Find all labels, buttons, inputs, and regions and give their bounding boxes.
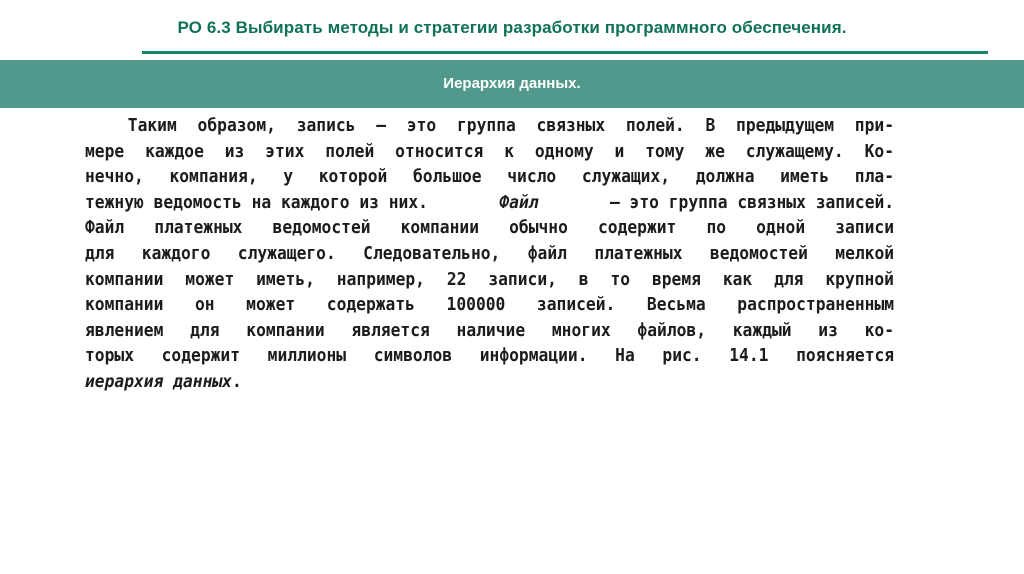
text-line [85,319,894,345]
text-line [85,344,894,370]
word: поясняется [796,346,895,367]
word: платежных [154,218,243,239]
word: полей [325,141,375,162]
word: наличие [456,320,526,341]
text-line-with-emphasis [85,191,894,217]
word: для [190,320,220,341]
word: связных [536,116,606,136]
word: компании [246,320,325,341]
word: пла- [854,167,895,188]
word: На [615,346,635,367]
word: запись [296,116,356,136]
text-line [85,165,894,191]
word: содержать [326,295,415,316]
word: которой [318,167,388,188]
word: должна [695,167,755,188]
text-line [85,216,894,242]
word: образом, [197,116,276,136]
word: большое [412,167,482,188]
word: одной [756,218,806,239]
text-line [85,140,894,166]
word: компании [85,295,164,316]
body-text [85,114,894,396]
word: платежных [594,243,683,264]
word: группа [457,116,516,136]
word: мере [85,141,125,162]
slide-title: РО 6.3 Выбирать методы и стратегии разработки программного обеспечения. [177,18,847,37]
word: компании [400,218,480,239]
word: относится [395,141,484,162]
word: 14.1 [729,346,769,367]
word: 22 [446,269,467,290]
word: служащему. [745,141,844,162]
word: в [578,269,589,290]
word: тому [645,141,685,162]
word: Таким [127,116,177,136]
word: иметь, [256,269,315,290]
text-line [85,114,894,140]
word: записи, [488,269,557,290]
word: одному [534,141,594,162]
text-line-part: . [231,371,242,392]
word: символов [373,346,453,367]
word: крупной [825,269,894,290]
word: каждого [141,243,211,264]
word: он [194,295,215,316]
word: полей. [625,116,685,136]
word: служащих, [581,167,671,188]
word: может [246,295,296,316]
word: из [224,141,245,162]
word: мелкой [835,243,895,264]
word: у [283,167,294,188]
word: ведомостей [272,218,371,239]
text-line [85,293,894,319]
word: по [706,218,727,239]
text-line [85,268,894,294]
word: Следовательно, [363,243,501,264]
word: время [651,269,701,290]
word: как [722,269,753,290]
word: же [705,141,725,162]
word: служащего. [237,243,336,264]
word: содержит [161,346,241,367]
word: например, [336,269,425,290]
word: это [406,116,437,136]
word: файлов, [637,320,707,341]
word: предыдущем [736,116,835,136]
word: является [351,320,430,341]
word: компания, [169,167,258,188]
word: при- [854,116,895,136]
word: для [774,269,804,290]
word: миллионы [267,346,347,367]
word: Ко- [864,141,894,162]
word: для [85,243,115,264]
section-heading: Иерархия данных. [443,75,581,92]
word: компании [85,269,164,290]
text-line-final [85,370,894,396]
word: содержит [597,218,677,239]
word: ко- [864,320,895,341]
word: многих [551,320,611,341]
word: нечно, [85,167,144,188]
word: записей. [536,295,616,316]
text-line-part: — это группа связных записей. [609,192,895,213]
word: обычно [509,218,568,239]
word: иметь [780,167,830,188]
word: распространенным [737,295,895,316]
word: рис. [662,346,702,367]
word: Файл [85,218,125,239]
section-heading-band [0,60,1024,108]
word: то [610,269,631,290]
word: число [507,167,557,188]
word: — [376,116,387,136]
word: В [705,116,716,136]
emphasized-term: иерархия данных [85,371,232,392]
word: Весьма [646,295,706,316]
text-line [85,242,894,268]
word: к [504,141,515,162]
word: и [614,141,625,162]
word: каждое [145,141,204,162]
title-underline [142,51,988,54]
word: может [185,269,235,290]
word: информации. [479,346,588,367]
emphasized-term: Файл [499,192,539,213]
word: этих [265,141,305,162]
word: явлением [85,320,164,341]
word: каждый [732,320,792,341]
word: торых [85,346,134,367]
word: записи [835,218,894,239]
word: ведомостей [709,243,808,264]
word: 100000 [446,295,506,316]
word: из [818,320,838,341]
word: файл [527,243,567,264]
text-line-part: тежную ведомость на каждого из них. [85,192,428,213]
